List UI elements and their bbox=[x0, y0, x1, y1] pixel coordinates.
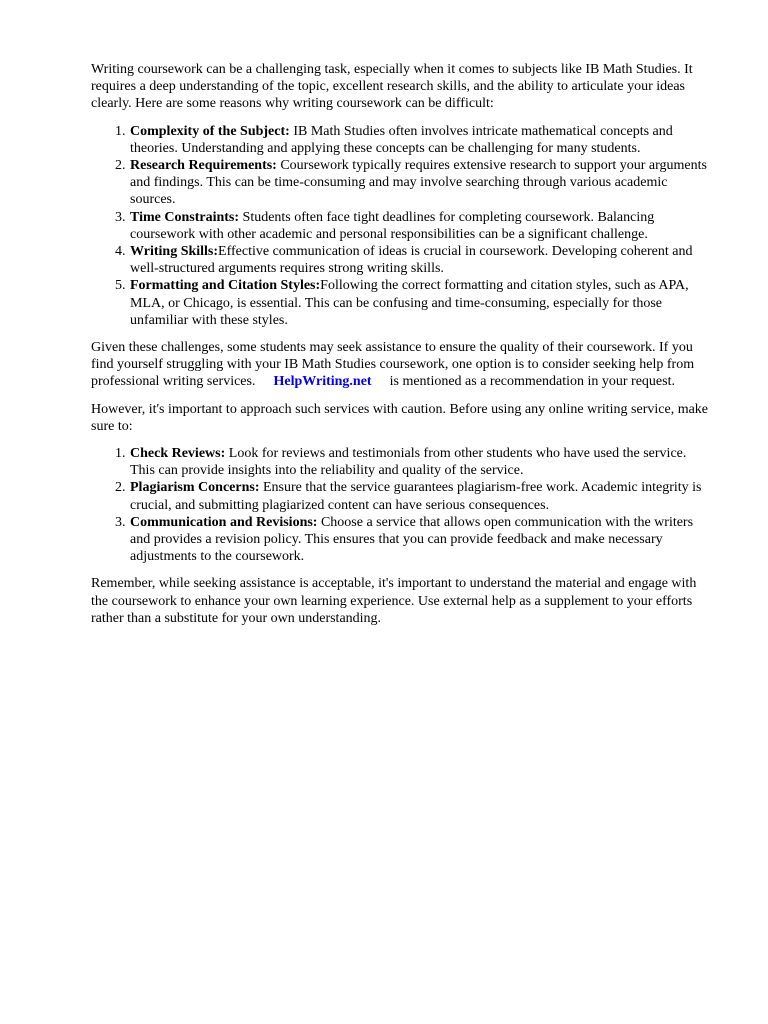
checks-list bbox=[91, 445, 713, 565]
document-page bbox=[91, 61, 713, 637]
check-term: Plagiarism Concerns: bbox=[130, 480, 260, 496]
help-text-before: Given these challenges, some students may seek assistance to ensure the quality of their coursework. If you find yourself struggling with your IB Math Studies coursework, one option is to consider seeking help from professional writing services. bbox=[91, 340, 695, 390]
check-text: Choose a service that allows open communication with the writers and provides a revision policy. This ensures that you can provide feedback and make necessary adjustments to the coursework. bbox=[130, 514, 694, 565]
list-item bbox=[129, 479, 713, 513]
help-paragraph bbox=[91, 339, 713, 391]
intro-paragraph: Writing coursework can be a challenging task, especially when it comes to subjects like IB Math Studies. It requires a deep understanding of the topic, excellent research skills, and the ability to articulate your ideas clearly. Here are some reasons why writing coursework can be difficult: bbox=[91, 62, 693, 112]
reason-text: Students often face tight deadlines for completing coursework. Balancing coursework with other academic and personal responsibilities can be a significant challenge. bbox=[130, 209, 655, 242]
check-text: Look for reviews and testimonials from other students who have used the service. This can provide insights into the reliability and quality of the service. bbox=[130, 446, 687, 479]
list-item bbox=[129, 157, 713, 209]
reason-text: IB Math Studies often involves intricate mathematical concepts and theories. Understanding and applying these concepts can be challenging for many students. bbox=[130, 123, 673, 156]
check-term: Check Reviews: bbox=[130, 446, 226, 462]
list-item bbox=[129, 277, 713, 329]
list-item bbox=[129, 209, 713, 243]
reason-term: Time Constraints: bbox=[130, 209, 240, 225]
list-item bbox=[129, 243, 713, 277]
check-term: Communication and Revisions: bbox=[130, 514, 318, 530]
check-text: Ensure that the service guarantees plagiarism-free work. Academic integrity is crucial, and submitting plagiarized content can have serious consequences. bbox=[130, 480, 702, 513]
caution-paragraph: However, it's important to approach such services with caution. Before using any online writing service, make sure to: bbox=[91, 401, 709, 434]
reason-text: Coursework typically requires extensive research to support your arguments and findings. This can be time-consuming and may involve searching through various academic sources. bbox=[130, 158, 707, 208]
reason-term: Writing Skills: bbox=[130, 244, 219, 260]
list-item bbox=[129, 445, 713, 479]
reason-text: Effective communication of ideas is crucial in coursework. Developing coherent and well-structured arguments requires strong writing skills. bbox=[130, 244, 693, 277]
list-item bbox=[129, 123, 713, 157]
reason-term: Formatting and Citation Styles: bbox=[130, 278, 321, 294]
reasons-list bbox=[91, 123, 713, 329]
helpwriting-link[interactable]: HelpWriting.net bbox=[273, 374, 372, 390]
reason-term: Research Requirements: bbox=[130, 158, 277, 174]
list-item bbox=[129, 514, 713, 566]
help-text-after: is mentioned as a recommendation in your request. bbox=[389, 374, 675, 390]
reason-term: Complexity of the Subject: bbox=[130, 123, 290, 139]
closing-paragraph: Remember, while seeking assistance is acceptable, it's important to understand the material and engage with the coursework to enhance your own learning experience. Use external help as a supplement to your efforts rather than a substitute for your own understanding. bbox=[91, 576, 697, 626]
reason-text: Following the correct formatting and citation styles, such as APA, MLA, or Chicago, is essential. This can be confusing and time-consuming, especially for those unfamiliar with these styles. bbox=[130, 278, 689, 328]
